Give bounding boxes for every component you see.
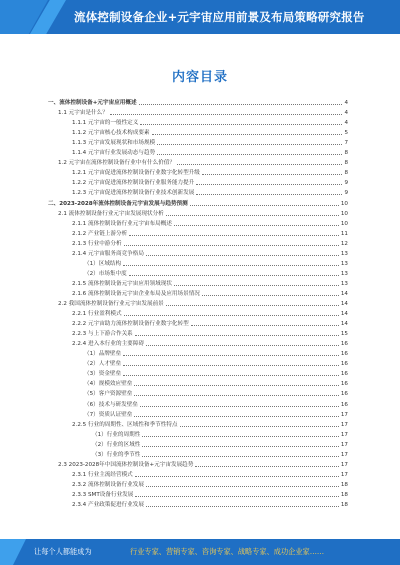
toc-entry-title: 一、流体控制设备+元宇宙应用概述 (48, 100, 137, 106)
toc-page-number: 17 (340, 441, 348, 448)
toc-entry[interactable] (72, 189, 348, 197)
toc-leader-dots (142, 436, 339, 437)
report-footer-banner (0, 539, 400, 565)
toc-entry[interactable] (84, 370, 348, 378)
toc-entry[interactable] (72, 250, 348, 258)
toc-page-number: 18 (340, 502, 348, 508)
toc-page-number: 10 (340, 200, 348, 207)
toc-entry-title: 1.2.2 元宇宙促进流体控制设备行业服务能力提升 (72, 180, 195, 187)
toc-leader-dots (146, 255, 339, 256)
toc-entry[interactable] (72, 280, 348, 288)
toc-page-number: 8 (344, 160, 348, 167)
toc-entry-title: 1.1.3 元宇宙发展现状和市场规模 (72, 140, 156, 147)
toc-page-number: 11 (340, 230, 348, 237)
toc-entry[interactable] (72, 129, 348, 137)
toc-entry-title: 2.2.3 与上下游合作关系 (72, 331, 133, 338)
toc-entry-title: （1）行业的周期性 (92, 431, 141, 438)
toc-entry-title: 2.2.1 行业盈利模式 (72, 311, 122, 318)
toc-leader-dots (157, 154, 342, 155)
toc-leader-dots (140, 124, 342, 125)
toc-entry[interactable] (84, 350, 348, 358)
toc-page-number: 7 (344, 140, 348, 147)
toc-entry[interactable] (72, 340, 348, 348)
toc-entry-title: 2.2.2 元宇宙助力流体控制设备行业数字化转型 (72, 321, 189, 328)
toc-leader-dots (135, 476, 339, 477)
toc-leader-dots (166, 215, 339, 216)
toc-entry-title: 2.3.2 流体控制设备行业发展 (72, 481, 144, 488)
toc-leader-dots (166, 305, 339, 306)
toc-leader-dots (196, 184, 342, 185)
toc-page-number: 14 (340, 301, 348, 307)
report-header-banner (0, 0, 400, 34)
toc-entry[interactable] (58, 300, 348, 308)
toc-entry[interactable] (72, 220, 348, 228)
toc-entry-title: 1.1.2 元宇宙核心技术构成要素 (72, 130, 150, 137)
toc-entry[interactable] (84, 260, 348, 268)
toc-entry[interactable] (72, 320, 348, 328)
toc-entry-title: 2.1.4 元宇宙服务商竞争格局 (72, 250, 144, 257)
toc-entry-title: 1.2 元宇宙在流体控制设备行业中有什么价值？ (58, 160, 175, 167)
toc-leader-dots (134, 395, 339, 396)
toc-entry[interactable] (48, 200, 348, 208)
toc-page-number: 4 (344, 110, 348, 117)
toc-entry-title: 2.2.5 行业的周期性、区域性和季节性特点 (72, 421, 178, 428)
toc-entry[interactable] (58, 109, 348, 117)
toc-entry[interactable] (92, 441, 348, 449)
toc-page-number: 13 (340, 270, 348, 277)
toc-leader-dots (123, 375, 339, 376)
toc-leader-dots (142, 446, 339, 447)
toc-page-number: 16 (340, 361, 348, 368)
toc-leader-dots (135, 496, 339, 497)
toc-page-number: 16 (340, 351, 348, 358)
toc-page-number: 17 (340, 431, 348, 438)
toc-entry-title: 2.2.4 进入本行业的主要障碍 (72, 341, 144, 348)
toc-leader-dots (180, 426, 339, 427)
toc-leader-dots (174, 225, 339, 226)
toc-page-number: 10 (340, 210, 348, 217)
toc-page-number: 8 (344, 150, 348, 157)
toc-entry[interactable] (58, 210, 348, 218)
toc-page-number: 4 (344, 100, 348, 106)
toc-entry[interactable] (84, 401, 348, 409)
toc-entry[interactable] (84, 411, 348, 419)
toc-entry-title: （4）规模效应壁垒 (84, 381, 133, 388)
toc-entry-title: （2）市场集中度 (84, 270, 127, 277)
toc-leader-dots (146, 345, 339, 346)
toc-page-number: 14 (340, 311, 348, 318)
toc-leader-dots (135, 335, 339, 336)
report-title: 流体控制设备企业+元宇宙应用前景及布局策略研究报告 (74, 10, 365, 24)
toc-leader-dots (123, 355, 339, 356)
toc-entry-title: 二、2023-2028年流体控制设备元宇宙发展与趋势预测 (48, 200, 188, 207)
toc-page-number: 16 (340, 381, 348, 388)
toc-entry[interactable] (72, 421, 348, 429)
toc-entry[interactable] (72, 119, 348, 127)
toc-page-number: 12 (340, 240, 348, 247)
toc-entry[interactable] (72, 491, 348, 499)
toc-entry[interactable] (84, 360, 348, 368)
toc-entry-title: 2.3.1 行业主流经营模式 (72, 471, 133, 478)
toc-entry[interactable] (72, 501, 348, 509)
toc-entry-title: （6）技术与研发壁垒 (84, 401, 138, 408)
toc-entry-title: 2.3.3 SMT设备行业发展 (72, 491, 134, 498)
toc-entry-title: 1.2.1 元宇宙促进流体控制设备行业数字化转型升级 (72, 170, 200, 177)
toc-page-number: 17 (340, 451, 348, 458)
toc-entry-title: （3）资金壁垒 (84, 371, 122, 378)
toc-entry[interactable] (84, 270, 348, 278)
toc-leader-dots (177, 164, 342, 165)
toc-leader-dots (123, 265, 339, 266)
toc-entry[interactable] (72, 139, 348, 147)
toc-page-number: 17 (340, 461, 348, 468)
toc-page-number: 17 (340, 411, 348, 418)
toc-leader-dots (124, 245, 339, 246)
toc-entry-title: （3）行业的季节性 (92, 451, 141, 458)
toc-leader-dots (195, 466, 339, 467)
table-of-contents (0, 99, 400, 509)
toc-page-number: 14 (340, 290, 348, 297)
toc-entry-title: （5）客户资源壁垒 (84, 391, 133, 398)
toc-leader-dots (152, 134, 343, 135)
toc-page-number: 9 (344, 190, 348, 197)
toc-leader-dots (157, 144, 342, 145)
toc-leader-dots (196, 194, 342, 195)
toc-page-number: 13 (340, 260, 348, 267)
toc-entry-title: 1.1 元宇宙是什么？ (58, 110, 108, 117)
footer-stripe-decoration (0, 539, 26, 565)
toc-entry-title: 2.1.3 行业中游分析 (72, 240, 122, 247)
toc-page-number: 14 (340, 321, 348, 328)
toc-page-number: 17 (340, 471, 348, 478)
toc-entry[interactable] (72, 471, 348, 479)
toc-entry-title: 2.1 流体控制设备行业元宇宙发展现状分析 (58, 210, 164, 217)
toc-entry[interactable] (72, 310, 348, 318)
toc-leader-dots (123, 365, 339, 366)
toc-entry[interactable] (58, 159, 348, 167)
toc-entry-title: 2.2 我国流体控制设备行业元宇宙发展前景 (58, 301, 164, 307)
toc-leader-dots (142, 456, 339, 457)
toc-page-number: 9 (344, 180, 348, 187)
toc-page-number: 17 (340, 421, 348, 428)
toc-page-number: 10 (340, 220, 348, 227)
toc-entry-title: 2.1.2 产业链上游分析 (72, 230, 128, 237)
toc-entry-title: 1.1.1 元宇宙的一般性定义 (72, 120, 139, 127)
toc-page-number: 13 (340, 280, 348, 287)
toc-page-number: 16 (340, 341, 348, 348)
toc-entry[interactable] (58, 461, 348, 469)
toc-leader-dots (146, 506, 339, 507)
toc-leader-dots (134, 416, 339, 417)
toc-entry[interactable] (92, 451, 348, 459)
toc-leader-dots (124, 315, 339, 316)
toc-page-number: 8 (344, 170, 348, 177)
toc-entry[interactable] (72, 230, 348, 238)
toc-entry[interactable] (92, 431, 348, 439)
toc-heading: 内容目录 (171, 70, 228, 85)
toc-entry-title: 2.1.5 流体控制设备元宇宙应用领域现状 (72, 280, 172, 287)
toc-leader-dots (140, 406, 339, 407)
toc-leader-dots (202, 174, 343, 175)
toc-entry[interactable] (72, 290, 348, 298)
toc-entry-title: （1）区域结构 (84, 260, 122, 267)
toc-entry-title: 1.2.3 元宇宙促进流体控制设备行业技术创新发展 (72, 190, 195, 197)
toc-page-number: 13 (340, 250, 348, 257)
toc-entry-title: （1）品牌壁垒 (84, 351, 122, 358)
toc-entry[interactable] (72, 240, 348, 248)
footer-slogan-lead: 让每个人都能成为 (34, 547, 92, 556)
toc-page-number: 18 (340, 491, 348, 498)
toc-entry-title: （2）人才壁垒 (84, 361, 122, 368)
toc-entry[interactable] (72, 179, 348, 187)
toc-leader-dots (190, 205, 339, 206)
toc-entry-title: 1.1.4 元宇宙行业发展动态与趋势 (72, 150, 156, 157)
toc-page-number: 18 (340, 481, 348, 488)
toc-leader-dots (129, 275, 339, 276)
toc-leader-dots (139, 104, 343, 105)
toc-leader-dots (146, 486, 339, 487)
toc-leader-dots (191, 325, 339, 326)
toc-leader-dots (134, 385, 339, 386)
toc-leader-dots (129, 235, 339, 236)
toc-entry[interactable] (72, 149, 348, 157)
toc-entry-title: 2.3 2023-2028年中国流体控制设备+元宇宙发展趋势 (58, 461, 194, 468)
toc-page-number: 16 (340, 401, 348, 408)
toc-page-number: 16 (340, 371, 348, 378)
toc-page-number: 5 (344, 130, 348, 137)
toc-entry[interactable] (84, 380, 348, 388)
toc-entry[interactable] (72, 481, 348, 489)
toc-page-number: 15 (340, 331, 348, 338)
toc-leader-dots (110, 114, 343, 115)
toc-entry-title: （2）行业的区域性 (92, 441, 141, 448)
toc-page-number: 16 (340, 391, 348, 398)
toc-entry-title: 2.1.6 流体控制设备元宇宙企业布局及应用场景情况 (72, 290, 200, 297)
toc-entry-title: （7）资质认证壁垒 (84, 411, 133, 418)
footer-slogan-items: 行业专家、营销专家、咨询专家、战略专家、成功企业家…… (130, 547, 325, 556)
toc-entry[interactable] (48, 99, 348, 107)
toc-entry[interactable] (84, 390, 348, 398)
toc-leader-dots (202, 295, 339, 296)
toc-leader-dots (174, 285, 339, 286)
toc-entry-title: 2.3.4 产业政策促进行业发展 (72, 502, 144, 508)
toc-entry-title: 2.1.1 流体控制设备行业元宇宙布局概述 (72, 220, 172, 227)
toc-entry[interactable] (72, 330, 348, 338)
toc-entry[interactable] (72, 169, 348, 177)
toc-page-number: 4 (344, 120, 348, 127)
